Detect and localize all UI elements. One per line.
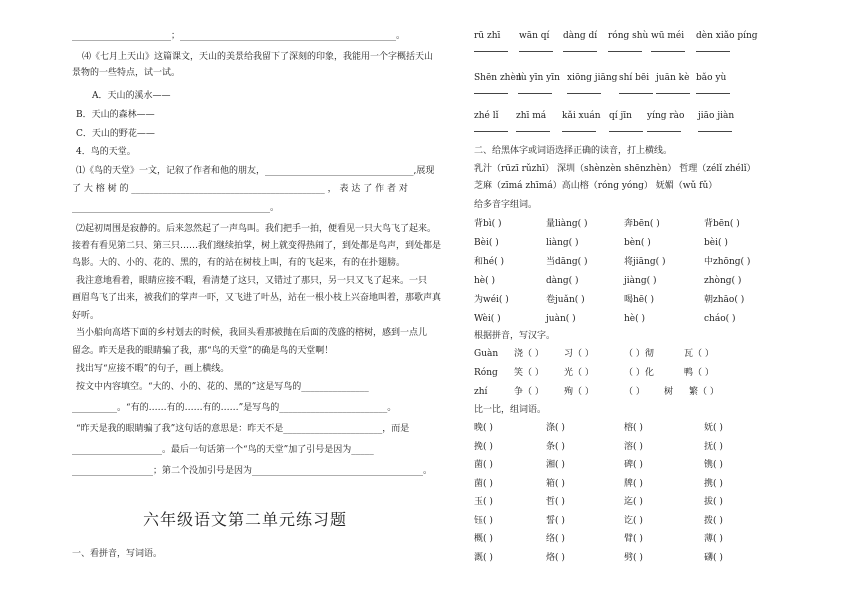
answer-blank[interactable]	[567, 92, 601, 94]
compare-item: 礴( )	[704, 552, 723, 563]
section-heading: 一、看拼音，写词语。	[72, 549, 163, 559]
compare-item: 烙( )	[546, 552, 565, 563]
polyphone-item: 将jiāng( )	[624, 257, 666, 267]
polyphone-item: 当dāng( )	[546, 257, 588, 267]
question-line: ⑵起初周围是寂静的。后来忽然起了一声鸟叫。我们把手一拍，便看见一只大鸟飞了起来。	[76, 224, 437, 234]
pinyin-prompt: lù yīn yīn	[518, 73, 560, 83]
answer-blank[interactable]	[651, 50, 685, 52]
answer-blank[interactable]	[619, 92, 653, 94]
compare-item: 碑( )	[624, 460, 643, 470]
compare-item: 钰( )	[474, 515, 493, 526]
question-line: C．天山的野花——	[76, 129, 155, 139]
compare-item: 条( )	[546, 441, 565, 452]
polyphone-item: bèi( )	[704, 238, 728, 248]
hanzi-item: 笑（ ）	[514, 368, 544, 378]
answer-blank[interactable]	[474, 130, 508, 132]
compare-item: 妩( )	[704, 423, 723, 433]
answer-blank[interactable]	[696, 92, 730, 94]
compare-item: 拨( )	[704, 515, 723, 526]
pinyin-prompt: yíng rào	[647, 111, 685, 121]
answer-blank[interactable]	[656, 92, 690, 94]
polyphone-item: 和hé( )	[474, 257, 505, 267]
compare-item: 络( )	[546, 534, 565, 544]
polyphone-item: liàng( )	[546, 238, 579, 248]
pronunciation-choice: 芝麻（zīmá zhīmá）高山榕（róng yóng） 妩媚（wǔ fǔ）	[474, 181, 718, 191]
question-line: __________________；第二个没加引号是因为______________________________________。	[72, 466, 433, 476]
hanzi-item: zhí	[474, 387, 488, 397]
compare-item: 溶( )	[624, 441, 643, 452]
pinyin-prompt: rū zhī	[474, 31, 501, 41]
compare-item: 劈( )	[624, 552, 643, 563]
hanzi-item: 繁（ ）	[689, 387, 719, 397]
answer-blank[interactable]	[516, 130, 550, 132]
question-line: ⑴《鸟的天堂》一文，记叙了作者和他的朋友，_________________________________,展现	[76, 166, 435, 176]
compare-item: 镌( )	[704, 460, 723, 470]
compare-item: 晚( )	[474, 423, 493, 433]
question-line: ⑷《七月上天山》这篇课文，天山的美景给我留下了深刻的印象，我能用一个字概括天山	[82, 52, 434, 62]
hanzi-item: 鸭（ ）	[684, 368, 714, 378]
compare-item: 湘( )	[546, 460, 565, 470]
polyphone-item: 背bēn( )	[704, 219, 740, 229]
pinyin-prompt: dèn xiǎo píng	[696, 31, 758, 41]
polyphone-item: 喝hē( )	[624, 295, 655, 305]
compare-item: 抚( )	[704, 441, 723, 452]
pinyin-prompt: juān kè	[656, 73, 690, 83]
hanzi-item: 争（ ）	[514, 387, 544, 397]
question-line: 留念。昨天是我的眼睛骗了我，那“鸟的天堂”的确是鸟的天堂啊！	[72, 346, 334, 356]
hanzi-item: （ ）化	[624, 368, 654, 378]
polyphone-item: 卷juǎn( )	[546, 295, 585, 305]
answer-blank[interactable]	[563, 50, 597, 52]
compare-item: 哲( )	[546, 497, 565, 507]
answer-blank[interactable]	[696, 50, 730, 52]
compare-item: 榕( )	[624, 423, 643, 433]
question-line: A．天山的溪水——	[92, 91, 171, 101]
hanzi-item: （ ）	[624, 387, 645, 397]
hanzi-item: 浇（ ）	[514, 349, 544, 359]
section-heading: 二、给黑体字或词语选择正确的读音，打上横线。	[474, 146, 673, 156]
hanzi-item: 光（ ）	[564, 368, 594, 378]
answer-blank[interactable]	[608, 50, 642, 52]
hanzi-item: 瓦（ ）	[684, 349, 714, 359]
compare-item: 牌( )	[624, 478, 643, 489]
answer-blank[interactable]	[474, 92, 508, 94]
hanzi-item: Róng	[474, 368, 498, 378]
polyphone-item: hè( )	[624, 314, 646, 324]
pronunciation-choice: 乳汁（rūzī rǔzhī） 深圳（shènzèn shēnzhèn） 哲理（zélǐ zhélǐ）	[474, 164, 756, 174]
question-line: 当小船向高塔下面的乡村划去的时候，我回头看那被抛在后面的茂盛的榕树，感到一点儿	[76, 328, 428, 338]
compare-item: 誓( )	[546, 515, 565, 526]
pinyin-prompt: róng shù	[608, 31, 649, 41]
polyphone-item: 中zhōng( )	[704, 257, 751, 267]
compare-item: 玉( )	[474, 497, 493, 507]
compare-item: 箱( )	[546, 478, 565, 489]
polyphone-item: 奔bēn( )	[624, 219, 660, 229]
answer-blank[interactable]	[609, 130, 643, 132]
question-line: ______________________；________________________________________________。	[72, 31, 406, 41]
answer-blank[interactable]	[519, 50, 553, 52]
compare-item: 菌( )	[474, 460, 493, 470]
hanzi-item: Guàn	[474, 349, 499, 359]
polyphone-item: 量liàng( )	[546, 219, 588, 229]
polyphone-item: hè( )	[474, 276, 496, 286]
compare-item: 涤( )	[546, 423, 565, 433]
pinyin-prompt: zhī má	[516, 111, 547, 121]
question-line: 景物的一些特点，试一试。	[72, 68, 181, 78]
question-line: 了 大 榕 树 的 ___________________________________________ ， 表 达 了 作 者 对	[72, 184, 408, 194]
compare-item: 挽( )	[474, 441, 493, 452]
question-line: 画眉鸟飞了出来，被我们的掌声一吓，又飞进了叶丛，站在一根小枝上兴奋地叫着，那歌声真	[72, 293, 442, 303]
pinyin-prompt: kǎi xuán	[562, 111, 601, 121]
section-heading: 比一比，组词语。	[474, 405, 547, 415]
hanzi-item: 树	[664, 387, 674, 397]
polyphone-item: dàng( )	[546, 276, 579, 286]
pinyin-prompt: dàng dí	[563, 31, 598, 41]
question-line: 鸟影。大的、小的、花的、黑的，有的站在树枝上叫，有的飞起来，有的在扑翅膀。	[72, 258, 406, 268]
answer-blank[interactable]	[562, 130, 596, 132]
polyphone-item: Wèi( )	[474, 314, 501, 324]
polyphone-item: jiàng( )	[624, 276, 657, 286]
hanzi-item: 习（ ）	[564, 349, 594, 359]
compare-item: 菌( )	[474, 478, 493, 489]
question-line: 找出写“应接不暇”的句子，画上横线。	[76, 364, 230, 374]
compare-item: 概( )	[474, 534, 493, 544]
pinyin-prompt: Shēn zhèn	[474, 73, 522, 83]
pinyin-prompt: jiāo jiàn	[698, 111, 735, 121]
polyphone-item: cháo( )	[704, 314, 736, 324]
polyphone-item: 背bì( )	[474, 219, 502, 229]
polyphone-item: juàn( )	[546, 314, 576, 324]
compare-item: 臂( )	[624, 534, 643, 544]
answer-blank[interactable]	[474, 50, 508, 52]
question-line: 我注意地看着，眼睛应接不暇，看清楚了这只，又错过了那只，另一只又飞了起来。一只	[76, 276, 428, 286]
question-line: __________。“有的……有的……有的……”是写鸟的________________________。	[72, 403, 397, 413]
hanzi-item: 殉（ ）	[564, 387, 594, 397]
pinyin-prompt: shí bēi	[619, 73, 650, 83]
question-line: “昨天是我的眼睛骗了我”这句话的意思是：昨天不是______________________，而是	[76, 424, 410, 434]
pinyin-prompt: zhé lǐ	[474, 111, 499, 121]
question-line: 4．鸟的天堂。	[76, 147, 136, 157]
question-line: ____________________。最后一句话第一个“鸟的天堂”加了引号是因为_____	[72, 445, 374, 455]
question-line: 按文中内容填空。“大的、小的、花的、黑的”这是写鸟的_______________	[76, 382, 369, 392]
page-title: 六年级语文第二单元练习题	[142, 510, 347, 529]
question-line: 接着有看见第二只、第三只……我们继续拍掌，树上就变得热闹了，到处都是鸟声，到处都是	[72, 241, 442, 251]
hanzi-item: （ ）彻	[624, 349, 654, 359]
question-line: ____________________________________________。	[72, 203, 280, 213]
pinyin-prompt: xiōng jiāng	[567, 73, 618, 83]
compare-item: 拔( )	[704, 497, 723, 507]
pinyin-prompt: qí jīn	[609, 111, 632, 121]
section-heading: 根据拼音，写汉字。	[474, 331, 556, 341]
pinyin-prompt: wān qí	[519, 31, 550, 41]
section-heading: 给多音字组词。	[474, 200, 538, 210]
polyphone-item: 朝zhāo( )	[704, 295, 745, 305]
answer-blank[interactable]	[647, 130, 681, 132]
compare-item: 迄( )	[624, 497, 643, 507]
polyphone-item: 为wéi( )	[474, 295, 509, 305]
compare-item: 溉( )	[474, 552, 493, 563]
compare-item: 薄( )	[704, 534, 723, 544]
pinyin-prompt: wū méi	[651, 31, 685, 41]
polyphone-item: Bèi( )	[474, 238, 499, 248]
answer-blank[interactable]	[698, 130, 732, 132]
polyphone-item: bèn( )	[624, 238, 651, 248]
polyphone-item: zhòng( )	[704, 276, 742, 286]
question-line: 好听。	[72, 311, 100, 321]
compare-item: 携( )	[704, 478, 723, 489]
compare-item: 讫( )	[624, 515, 643, 526]
answer-blank[interactable]	[518, 92, 552, 94]
question-line: B．天山的森林——	[76, 110, 155, 120]
pinyin-prompt: bǎo yù	[696, 73, 727, 83]
